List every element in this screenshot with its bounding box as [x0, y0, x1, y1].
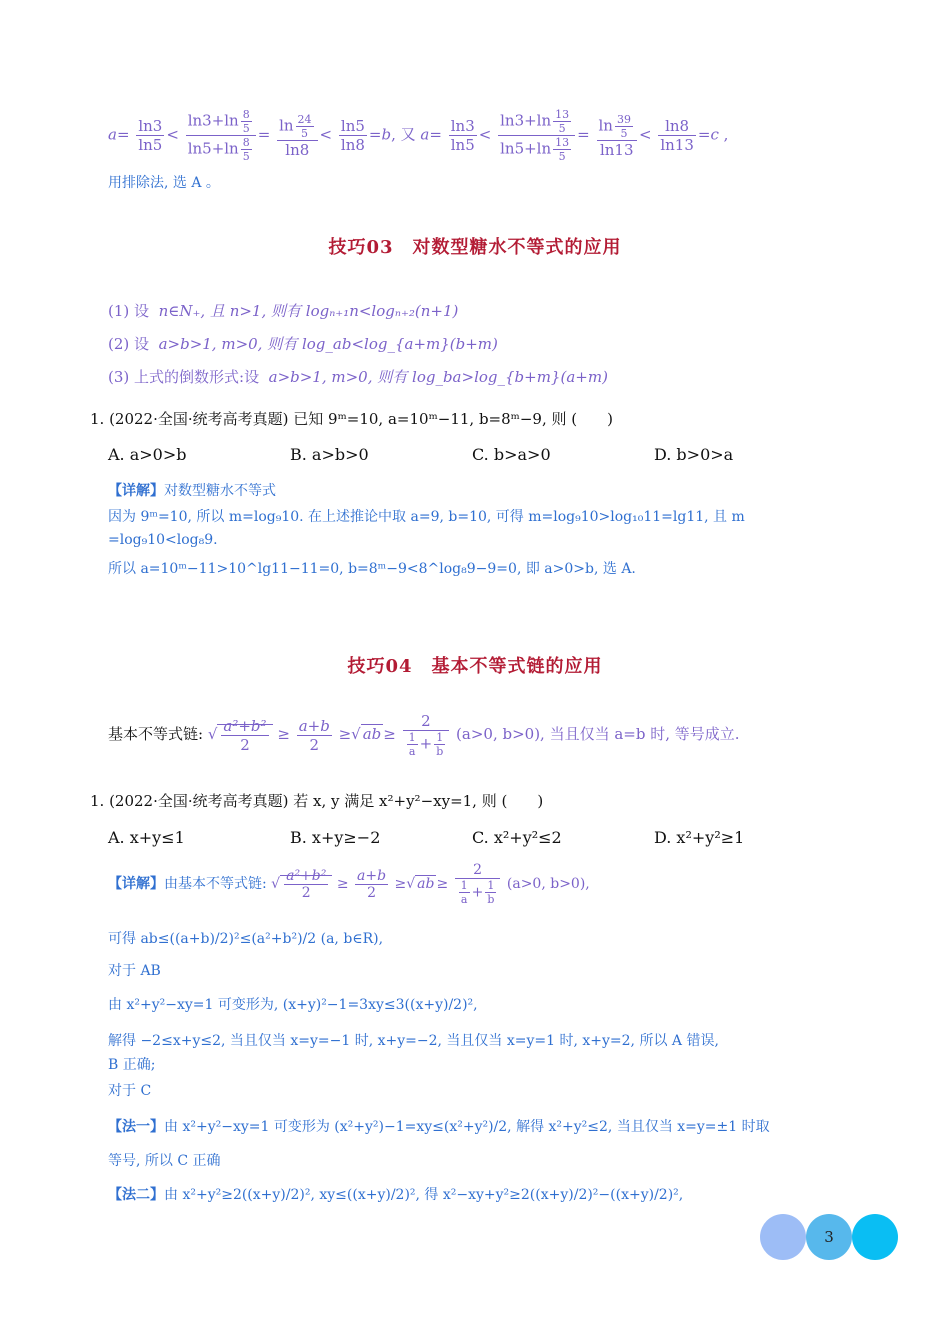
s4-method1: 【法一】由 x²+y²−xy=1 可变形为 (x²+y²)−1=xy≤(x²+y²)/2, 解得 x²+y²≤2, 当且仅当 x=y=±1 时取 [108, 1119, 770, 1135]
s4-line-6: 对于 C [108, 1083, 152, 1099]
s4-option-a: A. x+y≤1 [108, 828, 185, 847]
method2-tag: 【法二】 [108, 1187, 164, 1203]
chain-line: 基本不等式链: √ $\frac{\text{a²+b²}}{2}$ ≥ $\frac{a+b}{2}$ ≥√ ab ≥ 2 $\frac{1}{a}$ + $\frac{1}{b}$ (a>0, b>0), 当且仅当 a=b 时, 等号成立. [108, 712, 740, 758]
rule-1-text: n∈N₊, 且 n>1, 则有 logₙ₊₁n<logₙ₊₂(n+1) [158, 302, 459, 320]
s3-option-a: A. a>0>b [108, 445, 187, 464]
s4-detail-chain: 【详解】由基本不等式链: √ $\frac{\text{a²+b²}}{2}$ ≥ $\frac{a+b}{2}$ ≥√ ab ≥ 2 $\frac{1}{a}$ + $\frac{1}{b}$ (a>0, b>0), [108, 862, 590, 906]
top-conclusion: 用排除法, 选 A 。 [108, 175, 220, 191]
s4-line-1: 可得 ab≤((a+b)/2)²≤(a²+b²)/2 (a, b∈R), [108, 931, 384, 947]
s4-option-c: C. x²+y²≤2 [472, 828, 562, 847]
s3-option-b: B. a>b>0 [290, 445, 369, 464]
s4-line-4: 解得 −2≤x+y≤2, 当且仅当 x=y=−1 时, x+y=−2, 当且仅当 x=y=1 时, x+y=2, 所以 A 错误, [108, 1033, 719, 1049]
s4-method2: 【法二】由 x²+y²≥2((x+y)/2)², xy≤((x+y)/2)², 得 x²−xy+y²≥2((x+y)/2)²−((x+y)/2)², [108, 1187, 684, 1203]
section3-question: 1. (2022·全国·统考高考真题) 已知 9ᵐ=10, a=10ᵐ−11, b=8ᵐ−9, 则 ( ) [90, 410, 613, 428]
rule-2: (2) 设 a>b>1, m>0, 则有 log_ab<log_{a+m}(b+m) [108, 335, 498, 353]
s4-line-2: 对于 AB [108, 963, 161, 979]
rule-3-text: a>b>1, m>0, 则有 log_ba>log_{b+m}(a+m) [268, 368, 608, 386]
s4-line-8: 等号, 所以 C 正确 [108, 1153, 221, 1169]
rule-1: (1) 设 n∈N₊, 且 n>1, 则有 logₙ₊₁n<logₙ₊₂(n+1) [108, 302, 459, 320]
decor-circle-right [852, 1214, 898, 1260]
s4-option-b: B. x+y≥−2 [290, 828, 381, 847]
s3-detail-line-2: =log₉10<log₈9. [108, 532, 218, 548]
s3-option-c: C. b>a>0 [472, 445, 551, 464]
s3-detail-header: 【详解】对数型糖水不等式 [108, 483, 276, 499]
section4-question: 1. (2022·全国·统考高考真题) 若 x, y 满足 x²+y²−xy=1, 则 ( ) [90, 792, 544, 810]
s3-detail-line-1: 因为 9ᵐ=10, 所以 m=log₉10. 在上述推论中取 a=9, b=10, 可得 m=log₉10>log₁₀11=lg11, 且 m [108, 509, 745, 525]
s4-line-5: B 正确; [108, 1057, 156, 1073]
rule-3: (3) 上式的倒数形式:设 a>b>1, m>0, 则有 log_ba>log_{b+m}(a+m) [108, 368, 608, 386]
rule-2-text: a>b>1, m>0, 则有 log_ab<log_{a+m}(b+m) [158, 335, 498, 353]
page-number: 3 [824, 1228, 834, 1246]
s3-option-d: D. b>0>a [654, 445, 734, 464]
s4-option-d: D. x²+y²≥1 [654, 828, 745, 847]
method1-tag: 【法一】 [108, 1119, 164, 1135]
s4-line-3: 由 x²+y²−xy=1 可变形为, (x+y)²−1=3xy≤3((x+y)/2)², [108, 997, 478, 1013]
section4-title: 技巧04 基本不等式链的应用 [347, 656, 603, 677]
section3-title: 技巧03 对数型糖水不等式的应用 [328, 237, 622, 258]
detail-tag: 【详解】 [108, 483, 164, 499]
s3-detail-line-3: 所以 a=10ᵐ−11>10^lg11−11=0, b=8ᵐ−9<8^log₈9−9=0, 即 a>0>b, 选 A. [108, 561, 636, 577]
page-number-badge [760, 1214, 900, 1260]
top-formula: a= $\frac{\ln 3}{\ln 5}$ < ln3+ln $\frac{8}{5}$ ln5+ln $\frac{8}{5}$ = ln $\frac{24}{5}$ ln8 < $\frac{\ln 5}{\ln 8}$ =b, 又 a= $\frac{\ln 3}{\ln 5}$ < ln3+ln $\frac{13}{5}$ ln5+ln $\frac{13}{5}$ = ln $\frac{39}{5}$ ln13 < $\frac{\ln 8}{\ln 13}$ =c , [108, 108, 729, 163]
decor-circle-left [760, 1214, 806, 1260]
